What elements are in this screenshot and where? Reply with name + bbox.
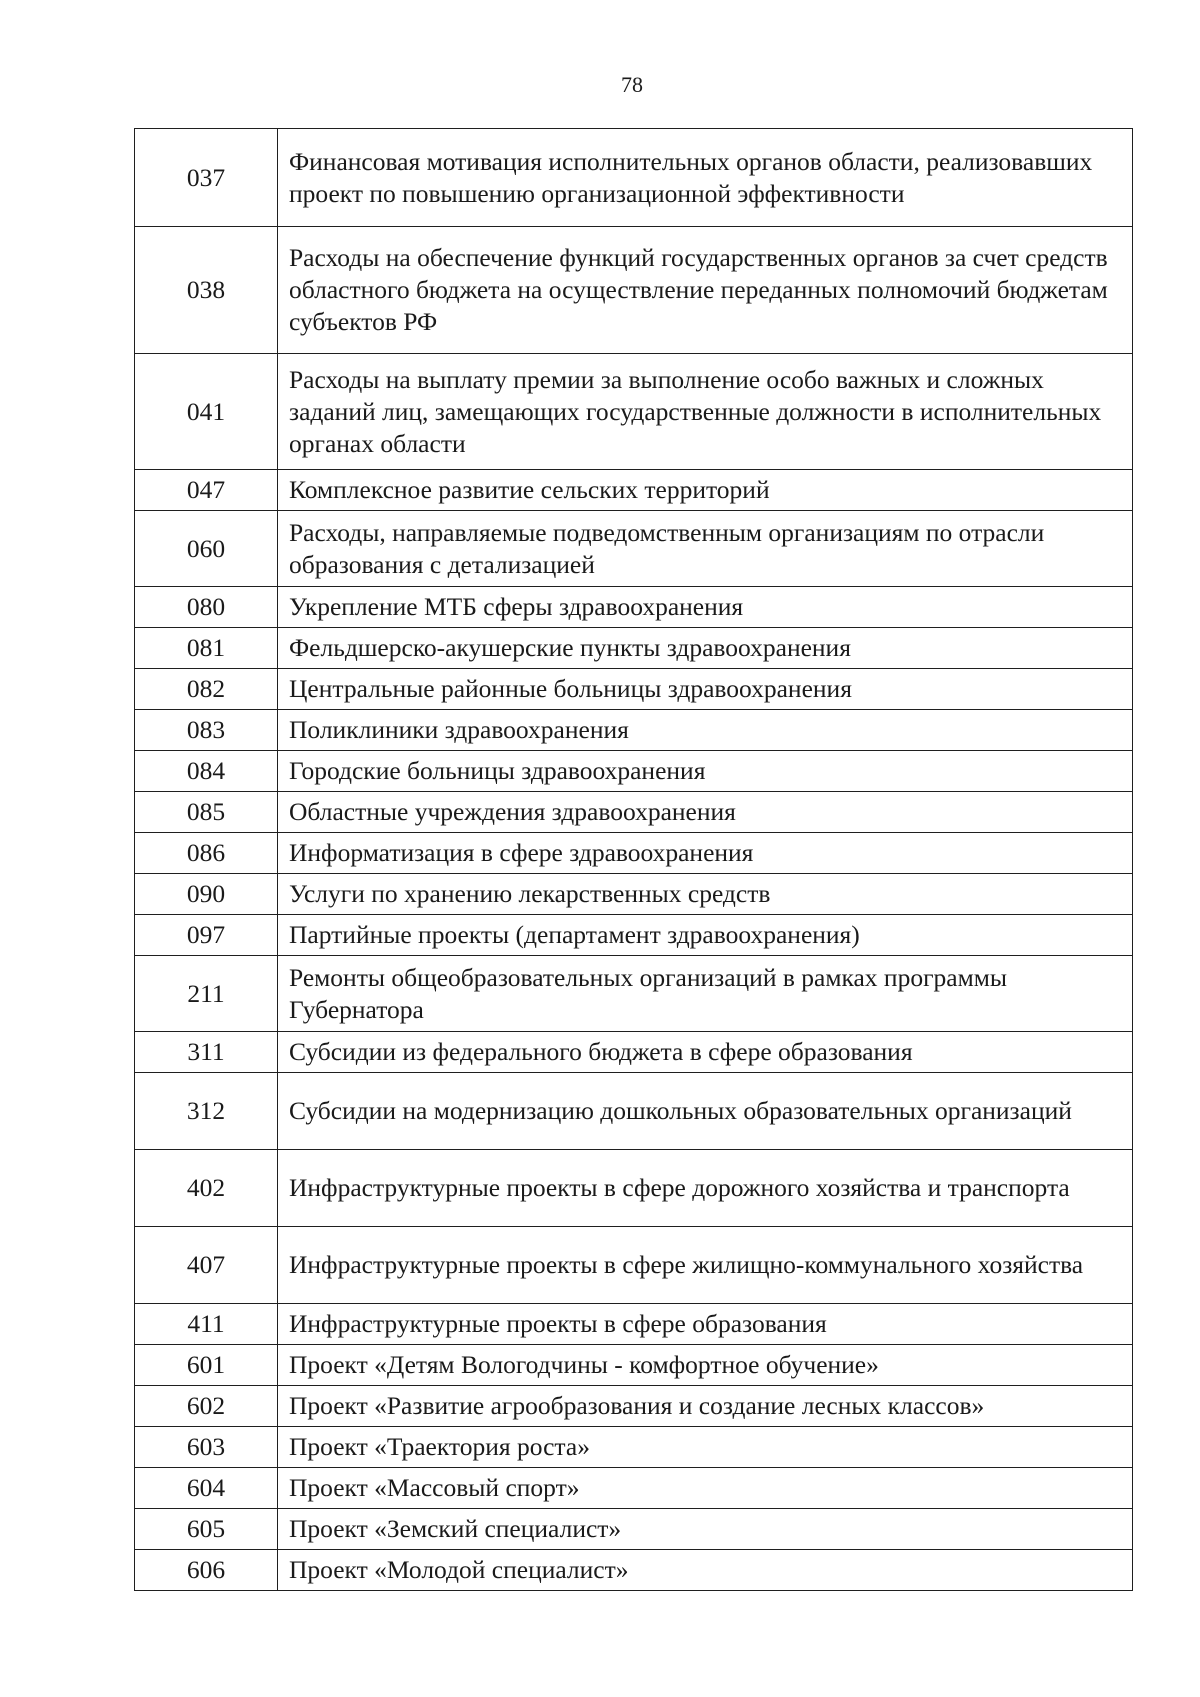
table-row xyxy=(135,915,1133,956)
row-description: Центральные районные больницы здравоохранения xyxy=(278,669,1133,710)
row-description: Субсидии на модернизацию дошкольных образовательных организаций xyxy=(278,1073,1133,1150)
row-description: Инфраструктурные проекты в сфере дорожного хозяйства и транспорта xyxy=(278,1150,1133,1227)
row-description: Поликлиники здравоохранения xyxy=(278,710,1133,751)
row-code: 090 xyxy=(135,874,278,915)
row-description: Проект «Траектория роста» xyxy=(278,1427,1133,1468)
row-description: Фельдшерско-акушерские пункты здравоохранения xyxy=(278,628,1133,669)
row-code: 211 xyxy=(135,956,278,1032)
row-code: 037 xyxy=(135,129,278,227)
row-code: 604 xyxy=(135,1468,278,1509)
row-description: Инфраструктурные проекты в сфере образования xyxy=(278,1304,1133,1345)
table-row xyxy=(135,1345,1133,1386)
row-code: 602 xyxy=(135,1386,278,1427)
table-row xyxy=(135,1073,1133,1150)
row-description: Инфраструктурные проекты в сфере жилищно-коммунального хозяйства xyxy=(278,1227,1133,1304)
row-code: 311 xyxy=(135,1032,278,1073)
row-description: Расходы на выплату премии за выполнение особо важных и сложных заданий лиц, замещающих государственные должности в исполнительных органах области xyxy=(278,354,1133,470)
row-code: 603 xyxy=(135,1427,278,1468)
row-code: 097 xyxy=(135,915,278,956)
table-row xyxy=(135,511,1133,587)
row-code: 086 xyxy=(135,833,278,874)
row-code: 407 xyxy=(135,1227,278,1304)
row-description: Расходы на обеспечение функций государственных органов за счет средств областного бюджета на осуществление переданных полномочий бюджетам субъектов РФ xyxy=(278,227,1133,354)
table-row xyxy=(135,1227,1133,1304)
row-description: Укрепление МТБ сферы здравоохранения xyxy=(278,587,1133,628)
table-row xyxy=(135,792,1133,833)
table-row xyxy=(135,227,1133,354)
table-row xyxy=(135,1304,1133,1345)
table-row xyxy=(135,587,1133,628)
row-description: Услуги по хранению лекарственных средств xyxy=(278,874,1133,915)
row-description: Проект «Земский специалист» xyxy=(278,1509,1133,1550)
row-code: 411 xyxy=(135,1304,278,1345)
table-row xyxy=(135,751,1133,792)
row-description: Комплексное развитие сельских территорий xyxy=(278,470,1133,511)
row-code: 060 xyxy=(135,511,278,587)
table-row xyxy=(135,1386,1133,1427)
row-code: 605 xyxy=(135,1509,278,1550)
table-row xyxy=(135,1509,1133,1550)
row-description: Партийные проекты (департамент здравоохранения) xyxy=(278,915,1133,956)
row-description: Информатизация в сфере здравоохранения xyxy=(278,833,1133,874)
table-row xyxy=(135,1550,1133,1591)
codes-table xyxy=(134,128,1133,1591)
row-code: 047 xyxy=(135,470,278,511)
row-description: Проект «Молодой специалист» xyxy=(278,1550,1133,1591)
table-row xyxy=(135,1032,1133,1073)
table-row xyxy=(135,874,1133,915)
table-row xyxy=(135,1150,1133,1227)
row-code: 082 xyxy=(135,669,278,710)
table-row xyxy=(135,628,1133,669)
row-code: 038 xyxy=(135,227,278,354)
row-description: Проект «Массовый спорт» xyxy=(278,1468,1133,1509)
row-description: Расходы, направляемые подведомственным организациям по отрасли образования с детализацией xyxy=(278,511,1133,587)
row-code: 601 xyxy=(135,1345,278,1386)
row-code: 081 xyxy=(135,628,278,669)
row-description: Ремонты общеобразовательных организаций в рамках программы Губернатора xyxy=(278,956,1133,1032)
table-row xyxy=(135,669,1133,710)
table-row xyxy=(135,956,1133,1032)
row-description: Финансовая мотивация исполнительных органов области, реализовавших проект по повышению организационной эффективности xyxy=(278,129,1133,227)
row-description: Проект «Детям Вологодчины - комфортное обучение» xyxy=(278,1345,1133,1386)
table-row xyxy=(135,833,1133,874)
row-description: Проект «Развитие агрообразования и создание лесных классов» xyxy=(278,1386,1133,1427)
table-row xyxy=(135,129,1133,227)
row-code: 083 xyxy=(135,710,278,751)
codes-table-body xyxy=(135,129,1133,1591)
row-code: 080 xyxy=(135,587,278,628)
table-row xyxy=(135,1427,1133,1468)
row-description: Субсидии из федерального бюджета в сфере образования xyxy=(278,1032,1133,1073)
page-number: 78 xyxy=(621,72,643,97)
row-code: 402 xyxy=(135,1150,278,1227)
row-code: 312 xyxy=(135,1073,278,1150)
row-code: 084 xyxy=(135,751,278,792)
row-description: Областные учреждения здравоохранения xyxy=(278,792,1133,833)
table-row xyxy=(135,354,1133,470)
row-code: 606 xyxy=(135,1550,278,1591)
table-row xyxy=(135,1468,1133,1509)
table-row xyxy=(135,470,1133,511)
row-code: 041 xyxy=(135,354,278,470)
row-code: 085 xyxy=(135,792,278,833)
table-row xyxy=(135,710,1133,751)
row-description: Городские больницы здравоохранения xyxy=(278,751,1133,792)
